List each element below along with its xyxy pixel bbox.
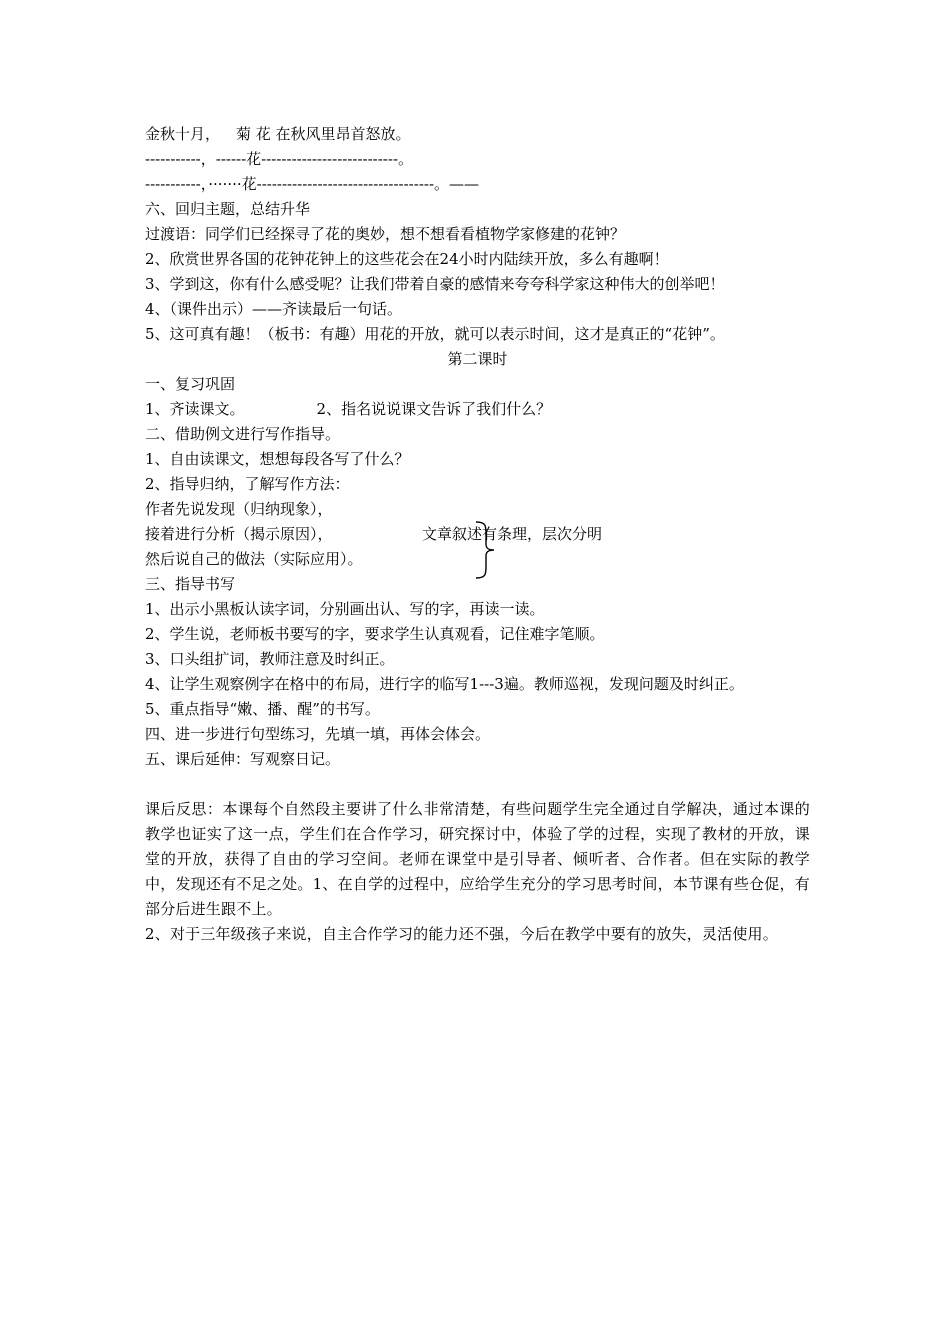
text-line: 2、欣赏世界各国的花钟花钟上的这些花会在24小时内陆续开放，多么有趣啊！: [145, 250, 669, 268]
text-line: 3、学到这，你有什么感受呢？让我们带着自豪的感情来夸夸科学家这种伟大的创举吧！: [145, 275, 725, 293]
text-line: 2、学生说，老师板书要写的字，要求学生认真观看，记住难字笔顺。: [145, 625, 605, 643]
text-line: 5、重点指导“嫩、播、醒”的书写。: [145, 700, 380, 718]
text-segment: 2、指名说说课文告诉了我们什么？: [316, 400, 552, 418]
text-line: 4、（课件出示）——齐读最后一句话。: [145, 300, 403, 318]
section-heading: 四、进一步进行句型练习，先填一填，再体会体会。: [145, 725, 491, 743]
right-brace: [472, 520, 502, 580]
text-line: 然后说自己的做法（实际应用）。: [145, 550, 363, 568]
text-line: 5、这可真有趣！（板书：有趣）用花的开放，就可以表示时间，这才是真正的“花钟”。: [145, 325, 725, 343]
text-segment: 金秋十月，: [145, 125, 221, 143]
fill-blank-line: -----------，·······花-----------------------------------。——: [145, 175, 480, 193]
text-segment: 1、齐读课文。: [145, 400, 245, 418]
text-line: [145, 397, 825, 422]
text-line: 1、出示小黑板认读字词，分别画出认、写的字，再读一读。: [145, 600, 545, 618]
section-heading: 五、课后延伸：写观察日记。: [145, 750, 341, 768]
text-line: 过渡语：同学们已经探寻了花的奥妙，想不想看看植物学家修建的花钟？: [145, 225, 626, 243]
text-line: 作者先说发现（归纳现象），: [145, 500, 333, 518]
text-line: 2、指导归纳，了解写作方法：: [145, 475, 350, 493]
section-heading: 二、借助例文进行写作指导。: [145, 425, 341, 443]
reflection-paragraph: 课后反思：本课每个自然段主要讲了什么非常清楚，有些问题学生完全通过自学解决，通过本课的教学也证实了这一点，学生们在合作学习，研究探讨中，体验了学的过程，实现了教材的开放，课堂的开放，获得了自由的学习空间。老师在课堂中是引导者、倾听者、合作者。但在实际的教学中，发现还有不足之处。1、在自学的过程中，应给学生充分的学习思考时间，本节课有些仓促，有部分后进生跟不上。: [145, 800, 810, 918]
section-heading: 三、指导书写: [145, 575, 236, 593]
section-heading: 一、复习巩固: [145, 375, 236, 393]
text-line: 4、让学生观察例字在格中的布局，进行字的临写1---3遍。教师巡视，发现问题及时纠正。: [145, 675, 744, 693]
text-line: 接着进行分析（揭示原因），: [145, 525, 333, 543]
fill-blank-line: -----------，------花---------------------------。: [145, 150, 414, 168]
lesson-title: 第二课时: [447, 350, 508, 368]
text-line: [145, 122, 825, 147]
text-line: 3、口头组扩词，教师注意及时纠正。: [145, 650, 395, 668]
text-line: 1、自由读课文，想想每段各写了什么？: [145, 450, 410, 468]
brace-note: 文章叙述有条理，层次分明: [422, 525, 603, 543]
reflection-paragraph: 2、对于三年级孩子来说，自主合作学习的能力还不强，今后在教学中要有的放失，灵活使用。: [145, 925, 778, 943]
section-heading: 六、回归主题，总结升华: [145, 200, 311, 218]
text-segment: 菊 花 在秋风里昂首怒放。: [236, 125, 411, 143]
